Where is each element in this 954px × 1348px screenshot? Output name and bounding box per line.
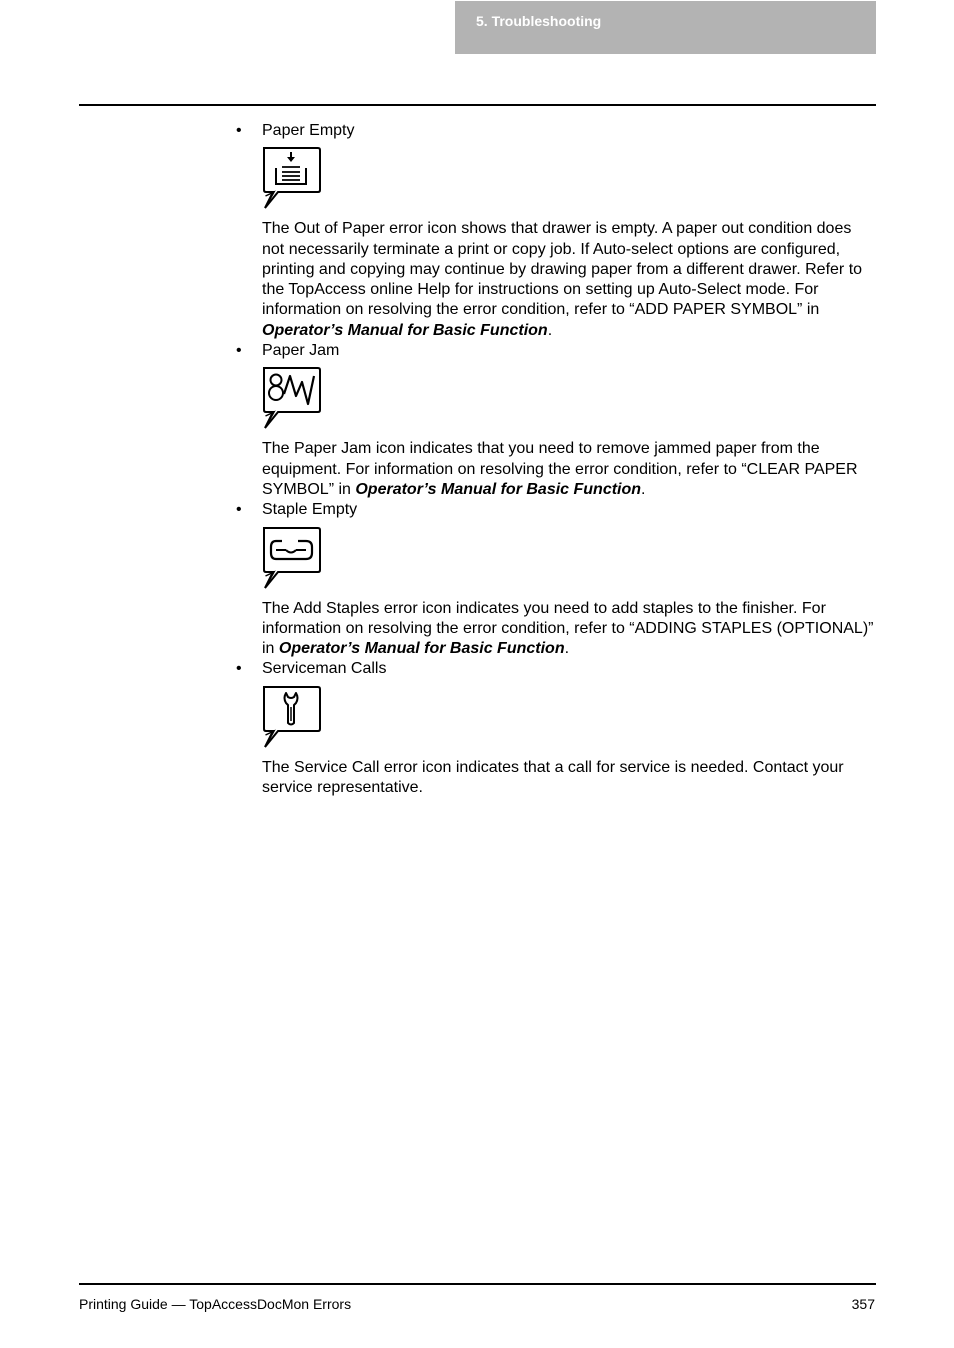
manual-reference: Operator’s Manual for Basic Function	[262, 321, 548, 339]
item-description	[262, 219, 874, 341]
list-item	[236, 659, 876, 798]
description-end: .	[641, 480, 646, 498]
item-title: Staple Empty	[262, 501, 358, 519]
item-heading	[236, 121, 876, 141]
item-title: Paper Jam	[262, 342, 340, 360]
item-title: Paper Empty	[262, 122, 355, 139]
item-heading	[236, 659, 876, 679]
description-text: The Out of Paper error icon shows that drawer is empty. A paper out condition does not necessarily terminate a print or copy job. If Auto-select options are configured, printing and copying may continue by drawing paper from a different drawer. Refer to the TopAccess online Help for instructions on setting up Auto-Select mode. For information on resolving the error condition, refer to “ADD PAPER SYMBOL” in	[262, 220, 863, 319]
description-text: The Service Call error icon indicates that a call for service is needed. Contact your service representative.	[262, 758, 844, 797]
list-item	[236, 121, 876, 341]
footer-document-title: Printing Guide — TopAccessDocMon Errors	[79, 1296, 352, 1312]
item-heading	[236, 500, 876, 520]
bullet: •	[236, 660, 242, 678]
description-text: The Add Staples error icon indicates you need to add staples to the finisher. For information on resolving the error condition, refer to “ADDING STAPLES (OPTIONAL)” in	[262, 599, 874, 658]
page-number: 357	[851, 1296, 875, 1312]
list-item	[236, 341, 876, 500]
section-title: 5. Troubleshooting	[476, 13, 602, 29]
bullet: •	[236, 122, 242, 139]
item-description	[262, 439, 874, 500]
list-item	[236, 500, 876, 659]
section-tab	[455, 1, 876, 54]
description-text: The Paper Jam icon indicates that you need to remove jammed paper from the equipment. For information on resolving the error condition, refer to “CLEAR PAPER SYMBOL” in	[262, 440, 858, 498]
item-description	[262, 599, 874, 660]
error-icon-list	[236, 121, 876, 798]
staple-empty-icon	[262, 526, 322, 592]
description-end: .	[564, 640, 570, 658]
footer-rule	[79, 1283, 876, 1285]
manual-reference: Operator’s Manual for Basic Function	[355, 480, 642, 498]
paper-jam-icon	[262, 366, 322, 432]
item-heading	[236, 341, 876, 361]
bullet: •	[236, 501, 242, 519]
bullet: •	[236, 342, 242, 360]
item-title: Serviceman Calls	[262, 660, 387, 678]
manual-reference: Operator’s Manual for Basic Function	[278, 640, 565, 658]
item-description	[262, 758, 874, 799]
paper-empty-icon	[262, 146, 322, 212]
service-call-icon	[262, 685, 322, 751]
header-rule	[79, 104, 876, 106]
description-end: .	[547, 321, 553, 339]
